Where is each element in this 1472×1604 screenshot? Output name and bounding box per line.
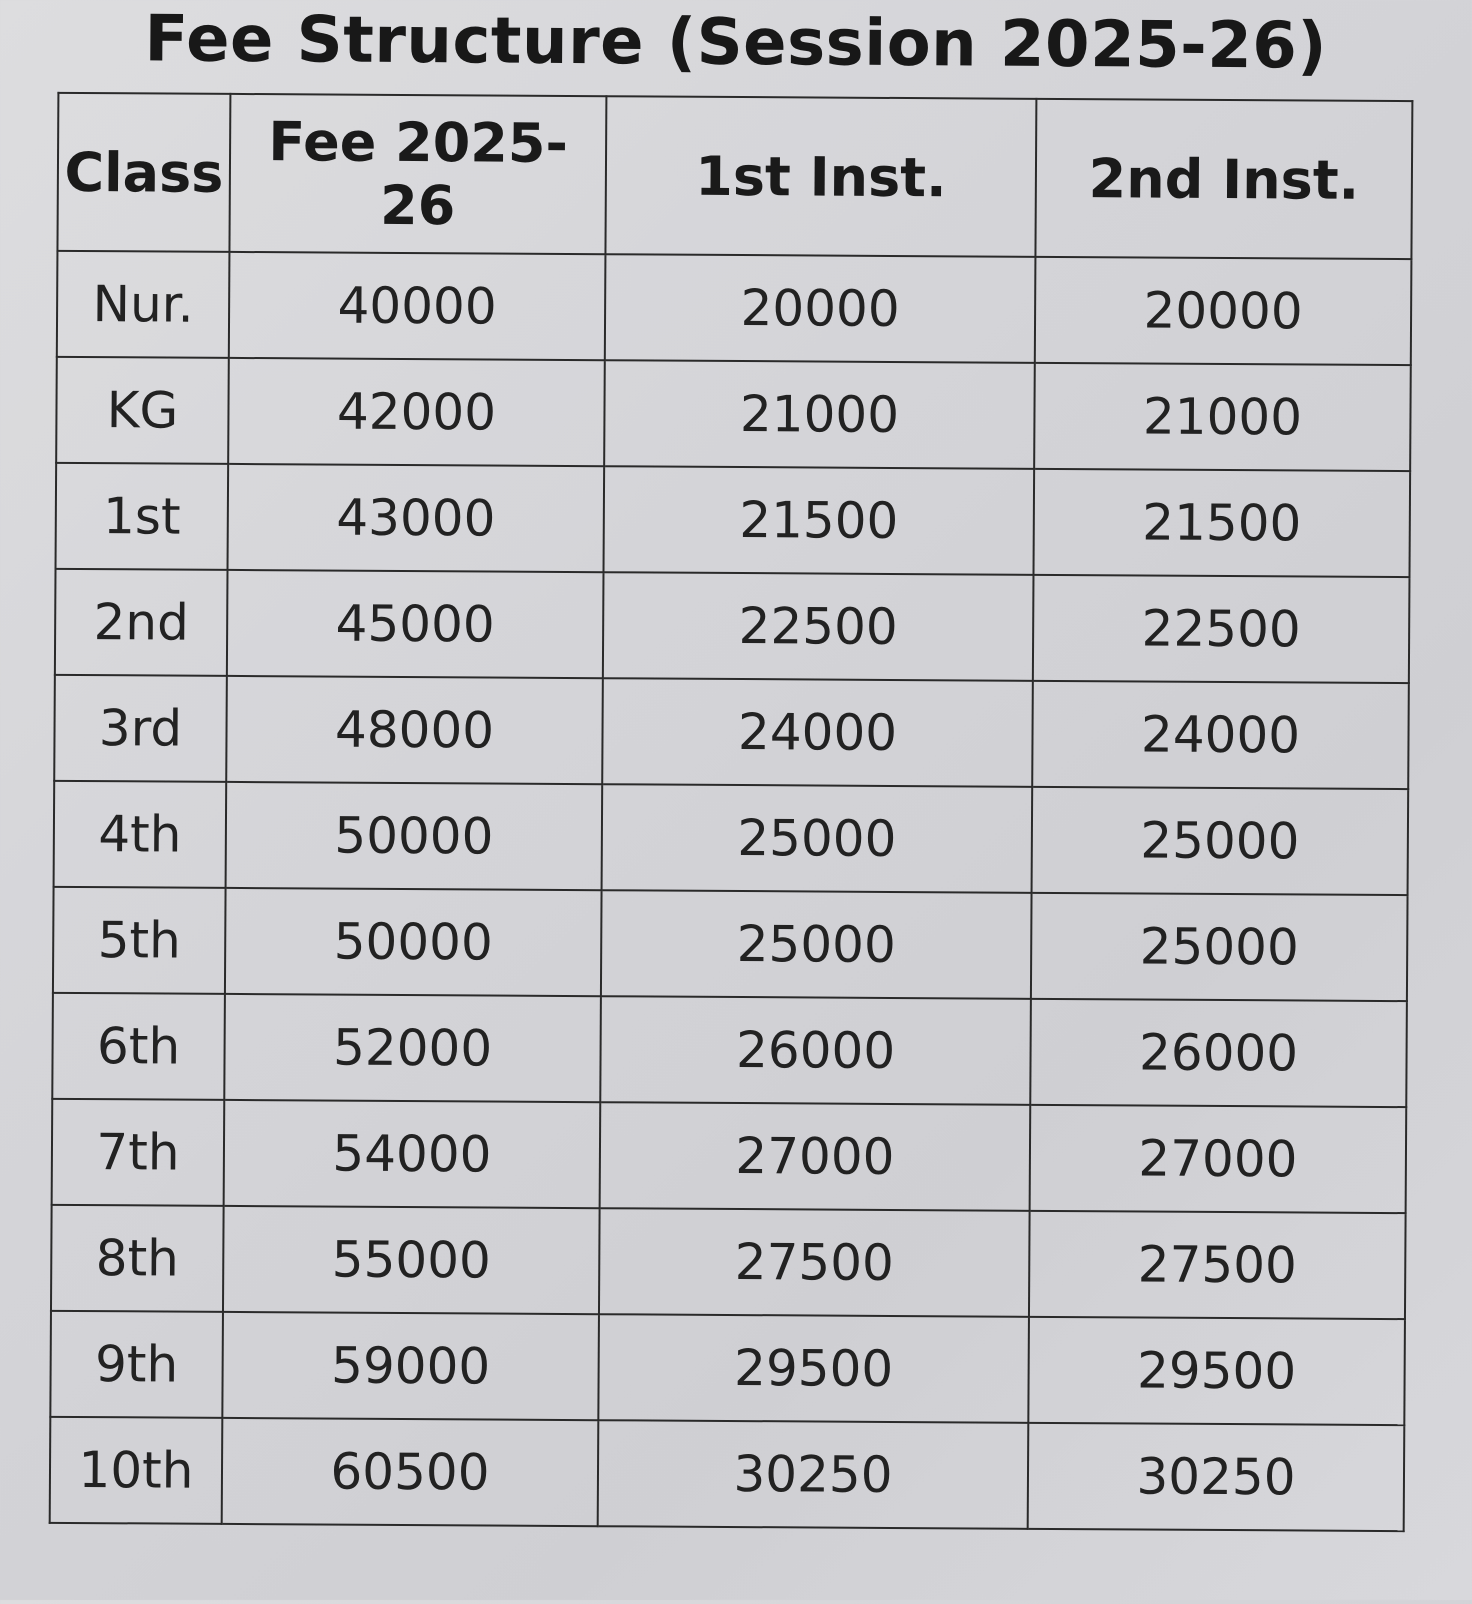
cell-fee: 59000 (222, 1312, 599, 1420)
cell-class: 5th (53, 887, 226, 994)
cell-class: 6th (52, 993, 225, 1100)
cell-first-installment: 27500 (599, 1208, 1030, 1317)
cell-class: 2nd (55, 569, 228, 676)
table-row (53, 887, 1408, 1001)
cell-fee: 48000 (226, 676, 603, 784)
cell-fee: 43000 (228, 464, 605, 572)
cell-first-installment: 21500 (604, 466, 1035, 575)
cell-class: 8th (51, 1205, 224, 1312)
cell-second-installment: 25000 (1031, 893, 1408, 1001)
cell-second-installment: 29500 (1028, 1317, 1405, 1425)
cell-first-installment: 29500 (598, 1314, 1029, 1423)
header-class: Class (57, 93, 230, 252)
cell-class: 10th (50, 1417, 223, 1524)
cell-fee: 45000 (227, 570, 604, 678)
cell-second-installment: 24000 (1032, 681, 1409, 789)
cell-second-installment: 26000 (1030, 999, 1407, 1107)
cell-second-installment: 20000 (1035, 257, 1412, 365)
table-row (52, 993, 1407, 1107)
cell-fee: 52000 (224, 994, 601, 1102)
table-row (54, 675, 1409, 789)
cell-second-installment: 25000 (1032, 787, 1409, 895)
cell-class: 1st (56, 463, 229, 570)
cell-fee: 42000 (228, 358, 605, 466)
cell-first-installment: 22500 (603, 572, 1034, 681)
table-row (54, 781, 1409, 895)
cell-first-installment: 24000 (602, 678, 1033, 787)
cell-fee: 50000 (225, 888, 602, 996)
table-row (56, 463, 1411, 577)
cell-fee: 55000 (223, 1206, 600, 1314)
table-header-row (57, 93, 1412, 259)
header-fee: Fee 2025-26 (229, 94, 606, 254)
cell-first-installment: 25000 (602, 784, 1033, 893)
table-row (57, 251, 1412, 365)
cell-first-installment: 26000 (600, 996, 1031, 1105)
cell-fee: 60500 (222, 1418, 599, 1526)
table-row (50, 1417, 1405, 1531)
table-row (51, 1205, 1406, 1319)
cell-class: 9th (50, 1311, 223, 1418)
fee-table (49, 92, 1414, 1532)
header-first-installment: 1st Inst. (605, 96, 1036, 257)
header-second-installment: 2nd Inst. (1035, 99, 1412, 259)
cell-fee: 40000 (229, 252, 606, 360)
cell-first-installment: 25000 (601, 890, 1032, 999)
cell-class: KG (56, 357, 229, 464)
cell-second-installment: 21000 (1034, 363, 1411, 471)
cell-class: 7th (52, 1099, 225, 1206)
cell-first-installment: 21000 (604, 360, 1035, 469)
table-row (50, 1311, 1405, 1425)
cell-class: 3rd (54, 675, 227, 782)
cell-first-installment: 27000 (600, 1102, 1031, 1211)
cell-fee: 54000 (224, 1100, 601, 1208)
cell-second-installment: 21500 (1033, 469, 1410, 577)
table-row (55, 569, 1410, 683)
cell-second-installment: 22500 (1033, 575, 1410, 683)
table-row (52, 1099, 1407, 1213)
cell-class: 4th (54, 781, 227, 888)
cell-first-installment: 20000 (605, 254, 1036, 363)
cell-class: Nur. (57, 251, 230, 358)
page-title: Fee Structure (Session 2025-26) (144, 2, 1328, 84)
cell-second-installment: 27500 (1029, 1211, 1406, 1319)
table-row (56, 357, 1411, 471)
cell-second-installment: 27000 (1030, 1105, 1407, 1213)
cell-second-installment: 30250 (1028, 1423, 1405, 1531)
cell-fee: 50000 (226, 782, 603, 890)
cell-first-installment: 30250 (598, 1420, 1029, 1529)
